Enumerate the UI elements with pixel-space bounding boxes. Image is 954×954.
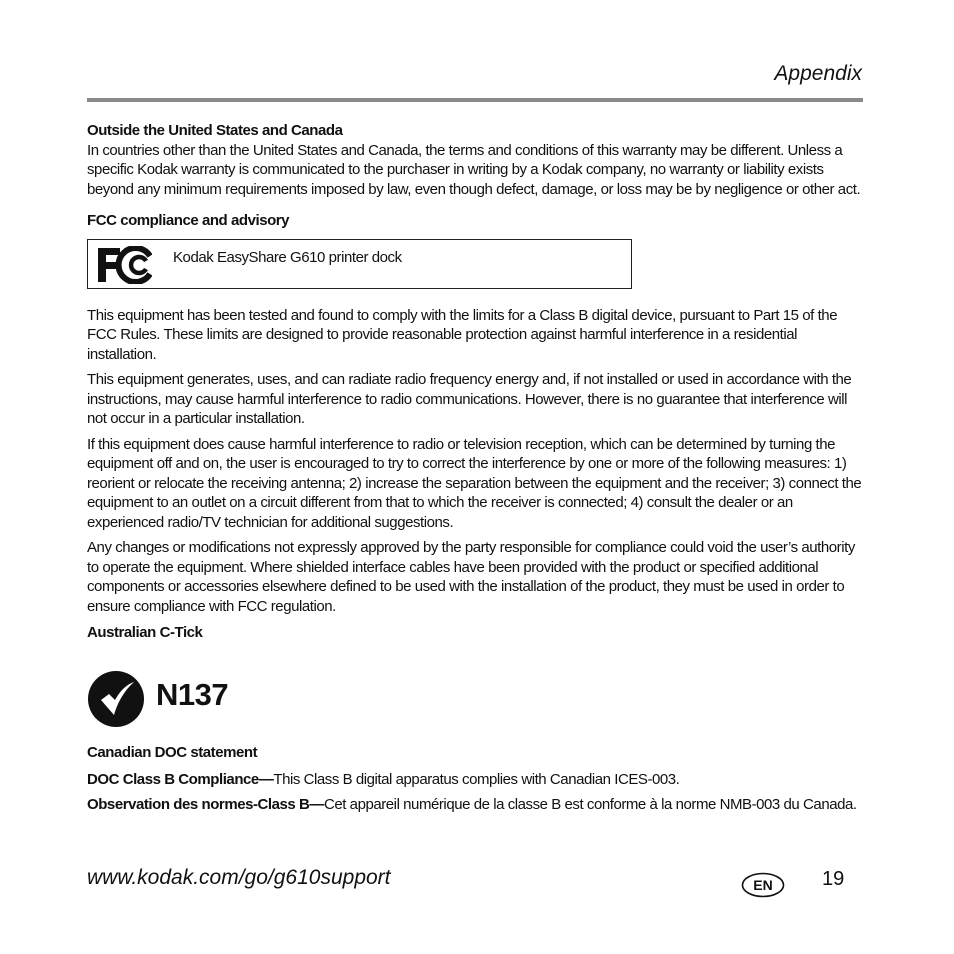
fcc-label-box bbox=[87, 239, 632, 289]
header-divider bbox=[87, 98, 863, 102]
fcc-device-name: Kodak EasyShare G610 printer dock bbox=[173, 248, 402, 266]
fcc-paragraph: Any changes or modifications not expressly approved by the party responsible for compliance could void the user’s authority to operate the equipment. Where shielded interface cables have been provided with the product or specified additional components or accessories elsewhere defined to be used with the installation of the product, they must be used in order to ensure compliance with FCC regulation. bbox=[87, 539, 855, 615]
page-content bbox=[87, 119, 863, 814]
ctick-logo-icon bbox=[87, 670, 145, 728]
ctick-heading: Australian C-Tick bbox=[87, 624, 203, 641]
language-badge-label: EN bbox=[753, 877, 773, 893]
language-badge-icon bbox=[741, 872, 785, 898]
doc-observation-label: Observation des normes-Class B— bbox=[87, 795, 324, 813]
page-number: 19 bbox=[822, 868, 845, 890]
outside-us-body: In countries other than the United States and Canada, the terms and conditions of this warranty may be different. Unless a specific Kodak warranty is communicated to the purchaser in writing by a Kodak company, no warranty or liability exists beyond any minimum requirements imposed by law, even though defect, damage, or loss may be by negligence or other act. bbox=[87, 141, 861, 198]
fcc-paragraph: This equipment generates, uses, and can radiate radio frequency energy and, if not installed or used in accordance with the instructions, may cause harmful interference to radio communications. However, there is no guarantee that interference will not occur in a particular installation. bbox=[87, 371, 852, 427]
outside-us-heading: Outside the United States and Canada bbox=[87, 122, 343, 139]
fcc-paragraph: This equipment has been tested and found to comply with the limits for a Class B digital device, pursuant to Part 15 of the FCC Rules. These limits are designed to provide reasonable protection against harmful interference in a residential installation. bbox=[87, 306, 838, 363]
doc-heading: Canadian DOC statement bbox=[87, 743, 258, 761]
fcc-paragraph: If this equipment does cause harmful interference to radio or television reception, which can be determined by turning the equipment off and on, the user is encouraged to try to correct the interference by one or more of the following measures: 1) reorient or relocate the receiving antenna; 2) increase the separation between the equipment and the receiver; 3) connect the equipment to an outlet on a circuit different from that to which the receiver is connected; 4) consult the dealer or an experienced radio/TV technician for additional suggestions. bbox=[87, 435, 862, 531]
fcc-heading: FCC compliance and advisory bbox=[87, 212, 290, 229]
doc-compliance-text: This Class B digital apparatus complies with Canadian ICES-003. bbox=[273, 771, 680, 788]
doc-observation-text: Cet appareil numérique de la classe B est conforme à la norme NMB-003 du Canada. bbox=[323, 795, 857, 813]
doc-compliance-label: DOC Class B Compliance— bbox=[87, 771, 274, 788]
page-header-title: Appendix bbox=[774, 62, 862, 85]
fcc-logo-icon bbox=[96, 246, 152, 284]
ctick-supplier-code: N137 bbox=[156, 676, 229, 712]
doc-compliance-statement bbox=[87, 770, 863, 790]
ctick-mark bbox=[87, 663, 863, 729]
doc-observation-statement bbox=[87, 795, 863, 815]
support-url-link[interactable]: www.kodak.com/go/g610support bbox=[87, 866, 391, 889]
